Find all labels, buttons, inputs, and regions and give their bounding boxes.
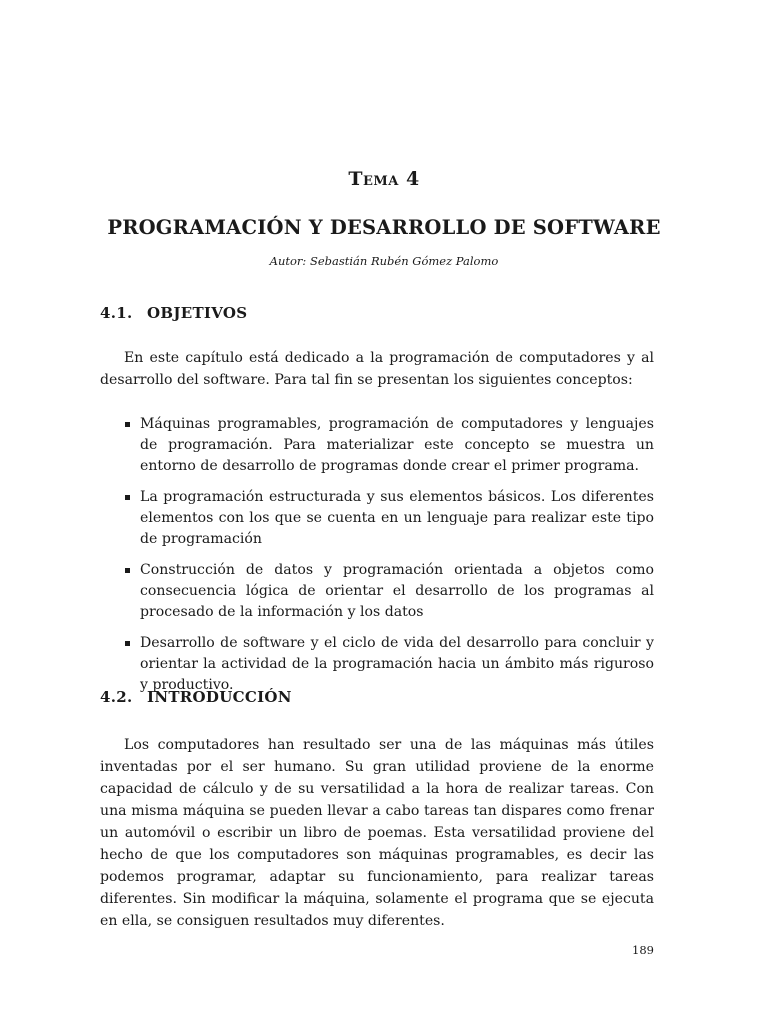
section-title: OBJETIVOS	[147, 304, 248, 322]
list-item-text: Construcción de datos y programación orientada a objetos como consecuencia lógica de orientar el desarrollo de los programas al procesado de la información y los datos	[140, 562, 654, 620]
bullet-square-icon	[125, 422, 130, 427]
section-title: INTRODUCCIÓN	[147, 688, 292, 706]
list-item-text: Desarrollo de software y el ciclo de vida del desarrollo para concluir y orientar la actividad de la programación hacia un ámbito más riguroso y productivo.	[140, 635, 654, 693]
list-item	[124, 414, 654, 477]
list-item	[124, 487, 654, 550]
introduccion-paragraph: Los computadores han resultado ser una de las máquinas más útiles inventadas por el ser humano. Su gran utilidad proviene de la enorme capacidad de cálculo y de su versatilidad a la hora de realizar tareas. Con una misma máquina se pueden llevar a cabo tareas tan dispares como frenar un automóvil o escribir un libro de poemas. Esta versatilidad proviene del hecho de que los computadores son máquinas programables, es decir las podemos programar, adaptar su funcionamiento, para realizar tareas diferentes. Sin modificar la máquina, solamente el programa que se ejecuta en ella, se consiguen resultados muy diferentes.	[100, 737, 654, 929]
list-item-text: Máquinas programables, programación de computadores y lenguajes de programación. Para materializar este concepto se muestra un entorno de desarrollo de programas donde crear el primer programa.	[140, 416, 654, 474]
list-item-text: La programación estructurada y sus elementos básicos. Los diferentes elementos con los que se cuenta en un lenguaje para realizar este tipo de programación	[140, 489, 654, 547]
bullet-square-icon	[125, 495, 130, 500]
chapter-number: Tema 4	[348, 168, 420, 190]
section-heading-introduccion	[100, 688, 292, 706]
list-item	[124, 633, 654, 696]
bullet-square-icon	[125, 641, 130, 646]
bullet-square-icon	[125, 568, 130, 573]
list-item	[124, 560, 654, 623]
section-heading-objetivos	[100, 304, 247, 322]
objetivos-bullet-list	[124, 414, 654, 696]
section-number: 4.1.	[100, 304, 133, 322]
section-number: 4.2.	[100, 688, 133, 706]
objetivos-intro-paragraph: En este capítulo está dedicado a la programación de computadores y al desarrollo del software. Para tal fin se presentan los siguientes conceptos:	[100, 350, 654, 388]
chapter-title: PROGRAMACIÓN Y DESARROLLO DE SOFTWARE	[107, 216, 661, 239]
page-number: 189	[632, 943, 654, 957]
chapter-author: Autor: Sebastián Rubén Gómez Palomo	[269, 254, 499, 268]
